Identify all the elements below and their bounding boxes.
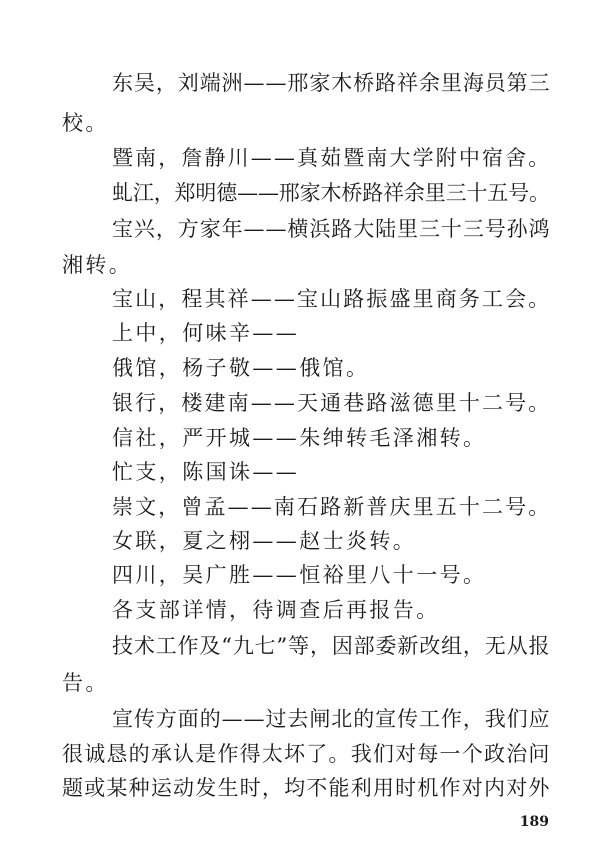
text-line: 湘转。 [62,253,133,277]
text-line: 东吴，刘端洲——邢家木桥路祥余里海员第三 [112,71,551,95]
text-line: 宝兴，方家年——横浜路大陆里三十三号孙鸿 [112,217,551,241]
text-line: 技术工作及“九七”等，因部委新改组，无从报 [112,634,551,658]
text-line: 俄馆，杨子敬——俄馆。 [112,356,370,380]
page-number: 189 [519,814,549,830]
text-line: 虬江，郑明德——邢家木桥路祥余里三十五号。 [112,181,550,205]
text-line: 宝山，程其祥——宝山路振盛里商务工会。 [112,287,552,311]
text-line: 女联，夏之栩——赵士炎转。 [112,529,417,553]
text-line: 宣传方面的——过去闸北的宣传工作，我们应 [112,707,551,731]
text-line: 告。 [62,671,109,695]
text-line: 题或某种运动发生时，均不能利用时机作对内对外 [62,776,551,800]
text-line: 崇文，曾孟——南石路新普庆里五十二号。 [112,495,552,519]
text-line: 银行，楼建南——天通巷路滋德里十二号。 [112,391,552,415]
text-line: 校。 [62,111,109,135]
text-line: 上中，何味辛—— [112,321,300,345]
text-line: 各支部详情，待调查后再报告。 [112,598,440,622]
text-line: 四川，吴广胜——恒裕里八十一号。 [112,563,487,587]
text-line: 信社，严开城——朱绅转毛泽湘转。 [112,426,487,450]
text-line: 暨南，詹静川——真茹暨南大学附中宿舍。 [112,146,552,170]
text-line: 忙支，陈国诛—— [112,460,300,484]
text-line: 很诚恳的承认是作得太坏了。我们对每一个政治问 [62,742,551,766]
